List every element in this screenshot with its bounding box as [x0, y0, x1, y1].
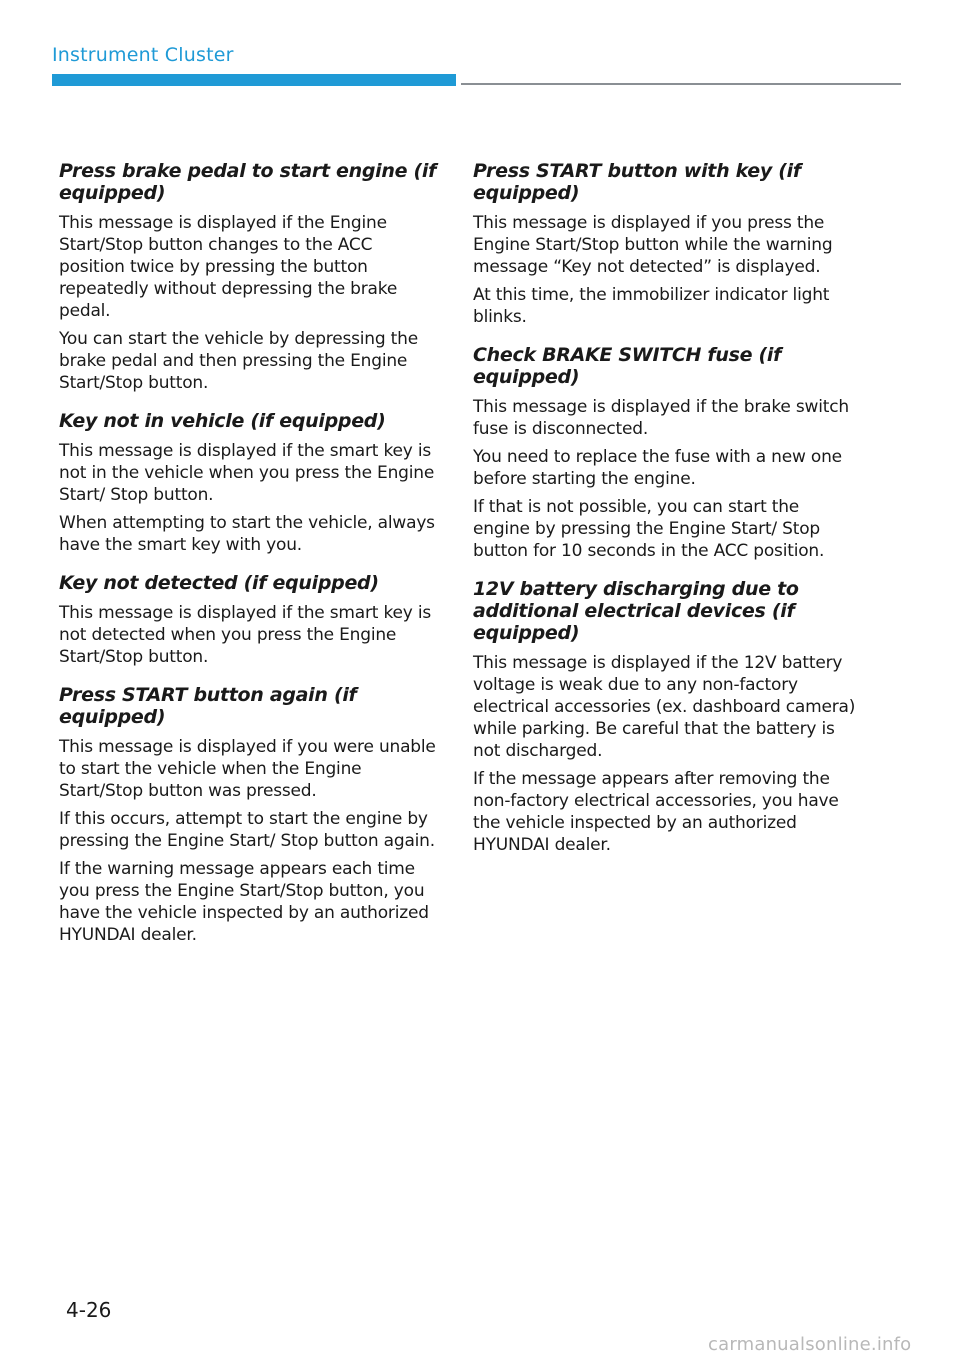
watermark: carmanualsonline.info	[708, 1334, 912, 1355]
section-key-not-in-vehicle	[59, 410, 443, 556]
paragraph: If the message appears after removing the non-factory electrical accessories, you have the vehicle inspected by an authorized HYUNDAI dealer.	[473, 769, 839, 855]
paragraph: This message is displayed if the smart key is not in the vehicle when you press the Engine Start/ Stop button.	[59, 441, 435, 505]
section-heading: Press START button with key (if equipped)	[473, 160, 801, 204]
paragraph: This message is displayed if the brake switch fuse is disconnected.	[473, 397, 849, 439]
paragraph: At this time, the immobilizer indicator light blinks.	[473, 285, 830, 327]
section-press-start-with-key	[473, 160, 857, 328]
header-rule	[461, 83, 901, 85]
section-press-brake-pedal	[59, 160, 443, 394]
paragraph: This message is displayed if the smart key is not detected when you press the Engine Start/Stop button.	[59, 603, 431, 667]
section-heading: Press brake pedal to start engine (if equipped)	[59, 160, 437, 204]
right-column	[473, 160, 857, 872]
paragraph: When attempting to start the vehicle, always have the smart key with you.	[59, 513, 435, 555]
section-title: Instrument Cluster	[52, 44, 234, 66]
paragraph: If this occurs, attempt to start the engine by pressing the Engine Start/ Stop button again.	[59, 809, 435, 851]
paragraph: If that is not possible, you can start the engine by pressing the Engine Start/ Stop button for 10 seconds in the ACC position.	[473, 497, 825, 561]
section-key-not-detected	[59, 572, 443, 668]
section-heading: Check BRAKE SWITCH fuse (if equipped)	[473, 344, 782, 388]
paragraph: If the warning message appears each time you press the Engine Start/Stop button, you have the vehicle inspected by an authorized HYUNDAI dealer.	[59, 859, 429, 945]
section-12v-battery-discharging	[473, 578, 857, 856]
paragraph: This message is displayed if the 12V battery voltage is weak due to any non-factory electrical accessories (ex. dashboard camera) while parking. Be careful that the battery is not discharged.	[473, 653, 856, 761]
paragraph: You need to replace the fuse with a new one before starting the engine.	[473, 447, 842, 489]
left-column	[59, 160, 443, 962]
section-heading: Key not detected (if equipped)	[59, 572, 379, 594]
section-press-start-again	[59, 684, 443, 946]
page-number: 4-26	[66, 1298, 112, 1322]
section-heading: Key not in vehicle (if equipped)	[59, 410, 386, 432]
paragraph: This message is displayed if you were unable to start the vehicle when the Engine Start/Stop button was pressed.	[59, 737, 436, 801]
paragraph: This message is displayed if you press the Engine Start/Stop button while the warning message “Key not detected” is displayed.	[473, 213, 833, 277]
section-heading: 12V battery discharging due to additional electrical devices (if equipped)	[473, 578, 799, 644]
header-accent-bar	[52, 74, 456, 86]
section-check-brake-switch-fuse	[473, 344, 857, 562]
paragraph: You can start the vehicle by depressing the brake pedal and then pressing the Engine Start/Stop button.	[59, 329, 418, 393]
paragraph: This message is displayed if the Engine Start/Stop button changes to the ACC position twice by pressing the button repeatedly without depressing the brake pedal.	[59, 213, 398, 321]
section-heading: Press START button again (if equipped)	[59, 684, 357, 728]
